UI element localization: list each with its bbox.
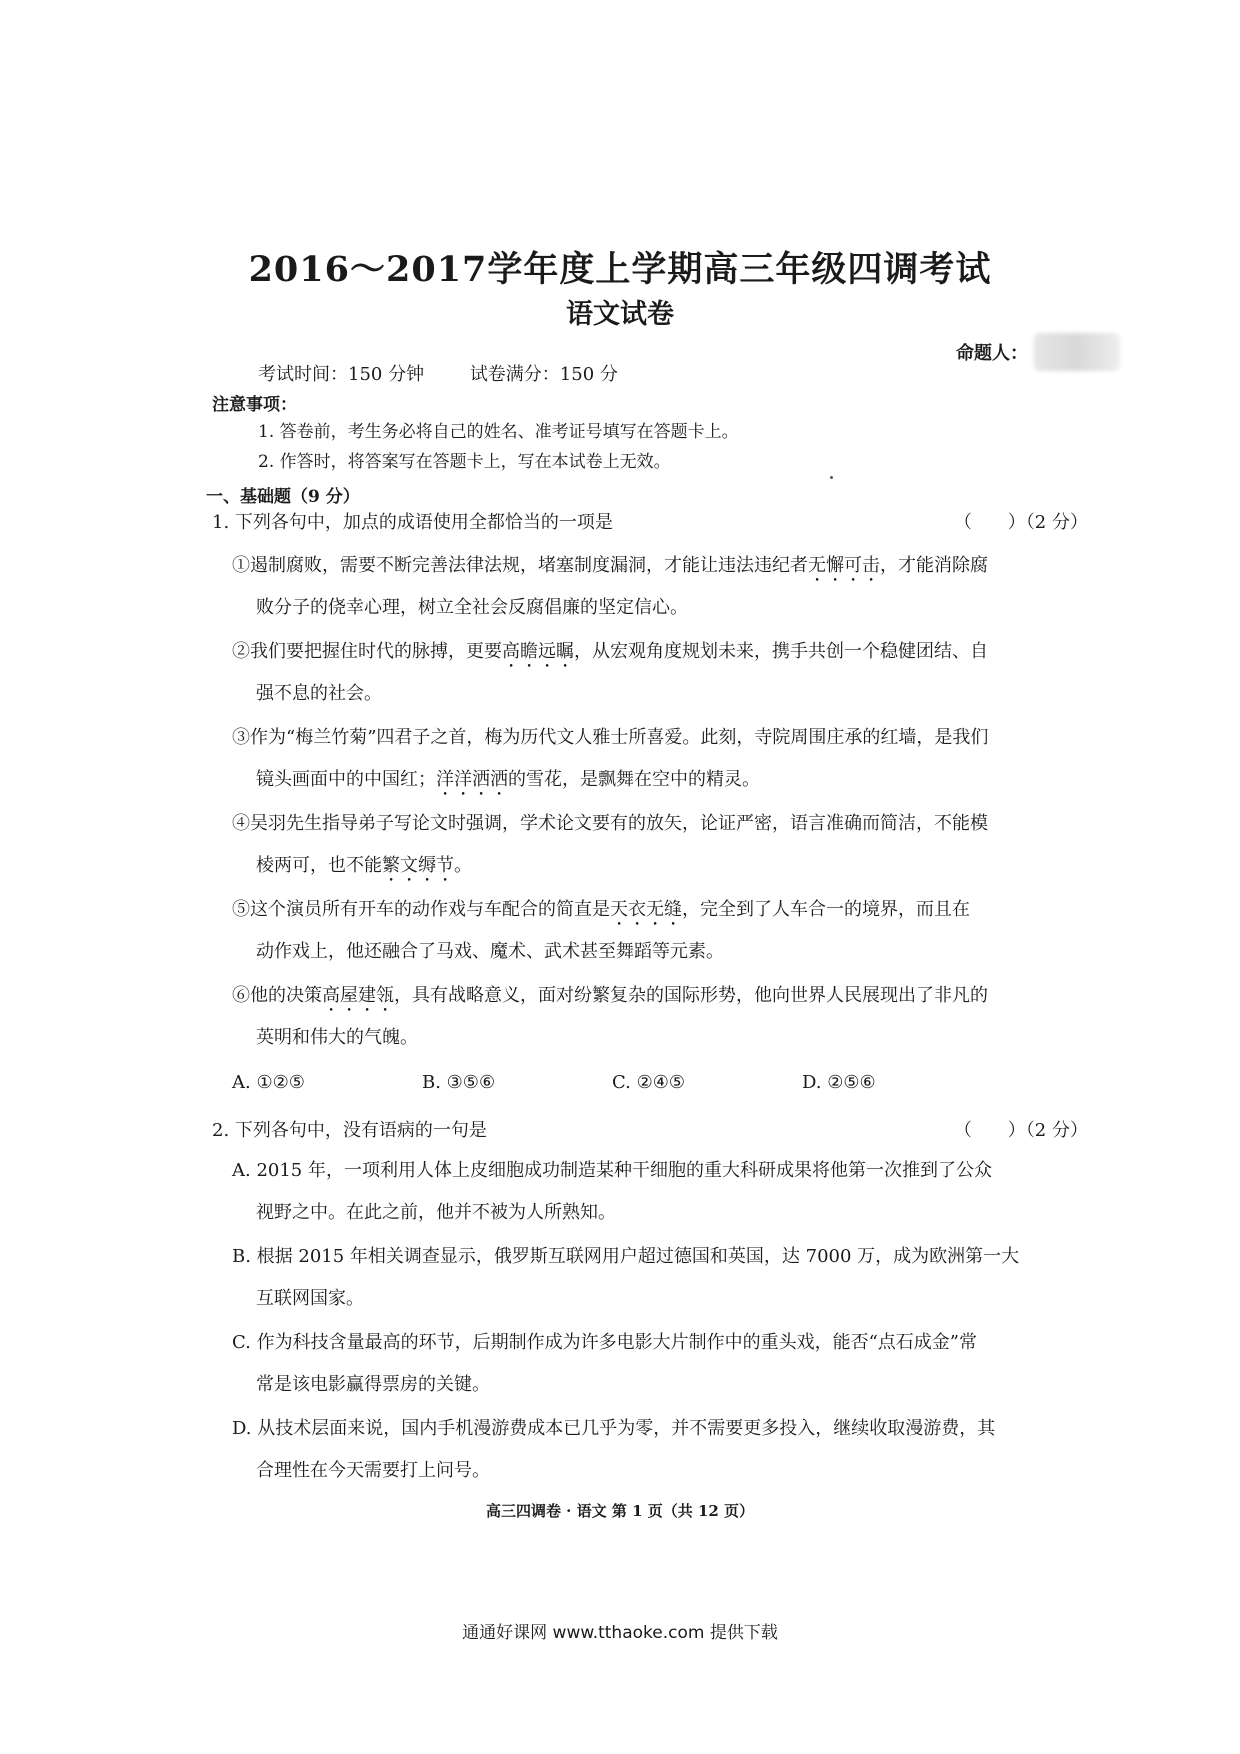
q2-c-line2: 常是该电影赢得票房的关键。 xyxy=(256,1374,490,1395)
q1-sentence-4 xyxy=(232,803,1088,887)
note-item-2: 2. 作答时，将答案写在答题卡上，写在本试卷上无效。 xyxy=(258,452,671,472)
exam-info xyxy=(258,360,618,386)
q1-s2-line1: ②我们要把握住时代的脉搏，更要高瞻远瞩，从宏观角度规划未来，携手共创一个稳健团结、自 xyxy=(232,641,988,662)
question-1-mark: （ ）（2 分） xyxy=(953,512,1088,533)
exam-subtitle: 语文试卷 xyxy=(566,299,674,330)
q1-s6-line2: 英明和伟大的气魄。 xyxy=(256,1027,418,1048)
author-label: 命题人： xyxy=(956,343,1028,364)
q2-d-line1: D. 从技术层面来说，国内手机漫游费成本已几乎为零，并不需要更多投入，继续收取漫游费，其 xyxy=(232,1418,996,1439)
question-2-stem xyxy=(212,1116,1088,1142)
q1-s2-idiom: 高瞻远瞩 xyxy=(502,641,574,662)
blurred-author-name xyxy=(1034,333,1120,371)
q1-s6-line1: ⑥他的决策高屋建瓴，具有战略意义，面对纷繁复杂的国际形势，他向世界人民展现出了非凡的 xyxy=(232,985,988,1006)
q1-s1-line2: 败分子的侥幸心理，树立全社会反腐倡廉的坚定信心。 xyxy=(256,597,688,618)
question-2-mark: （ ）（2 分） xyxy=(953,1120,1088,1141)
q2-c-line1: C. 作为科技含量最高的环节，后期制作成为许多电影大片制作中的重头戏，能否“点石成金”常 xyxy=(232,1332,977,1353)
q1-s1-line1: ①遏制腐败，需要不断完善法律法规，堵塞制度漏洞，才能让违法违纪者无懈可击，才能消除腐 xyxy=(232,555,988,576)
q1-option-d: D. ②⑤⑥ xyxy=(802,1072,876,1093)
exam-score: 试卷满分：150 分 xyxy=(469,364,618,385)
question-1-text: 1. 下列各句中，加点的成语使用全都恰当的一项是 xyxy=(212,512,613,533)
q2-b-line1: B. 根据 2015 年相关调查显示，俄罗斯互联网用户超过德国和英国，达 7000 万，成为欧洲第一大 xyxy=(232,1246,1020,1267)
q1-option-b: B. ③⑤⑥ xyxy=(422,1072,496,1093)
download-watermark: 通通好课网 www.tthaoke.com 提供下载 xyxy=(462,1623,778,1643)
q1-s4-idiom: 繁文缛节 xyxy=(382,855,454,876)
q1-option-a: A. ①②⑤ xyxy=(232,1072,305,1093)
page-footer: 高三四调卷 · 语文 第 1 页（共 12 页） xyxy=(485,1502,755,1520)
q1-s5-line1: ⑤这个演员所有开车的动作戏与车配合的简直是天衣无缝，完全到了人车合一的境界，而且在 xyxy=(232,899,970,920)
q1-s6-idiom: 高屋建瓴 xyxy=(322,985,394,1006)
q2-a-line2: 视野之中。在此之前，他并不被为人所熟知。 xyxy=(256,1202,616,1223)
exam-time: 考试时间：150 分钟 xyxy=(258,364,425,385)
q1-s2-line2: 强不息的社会。 xyxy=(256,683,382,704)
q2-b-line2: 互联网国家。 xyxy=(256,1288,364,1309)
q1-sentence-2 xyxy=(232,631,1088,715)
question-1-stem xyxy=(212,508,1088,534)
q1-sentence-3 xyxy=(232,717,1088,801)
section-heading: 一、基础题（9 分） xyxy=(206,487,360,507)
q1-sentence-6 xyxy=(232,975,1088,1059)
exam-title: 2016～2017学年度上学期高三年级四调考试 xyxy=(248,249,992,290)
q2-option-b xyxy=(232,1236,1088,1320)
q1-s4-line2: 棱两可，也不能繁文缛节。 xyxy=(256,855,472,876)
note-item-1: 1. 答卷前，考生务必将自己的姓名、准考证号填写在答题卡上。 xyxy=(258,422,739,442)
scan-speck xyxy=(830,476,833,479)
notes-heading: 注意事项： xyxy=(212,395,297,415)
q2-d-line2: 合理性在今天需要打上问号。 xyxy=(256,1460,490,1481)
q1-sentence-1 xyxy=(232,545,1088,629)
q1-s5-line2: 动作戏上，他还融合了马戏、魔术、武术甚至舞蹈等元素。 xyxy=(256,941,724,962)
q2-option-d xyxy=(232,1408,1088,1492)
q2-option-a xyxy=(232,1150,1088,1234)
q2-option-c xyxy=(232,1322,1088,1406)
q1-s3-idiom: 洋洋洒洒 xyxy=(436,769,508,790)
q1-s3-line2: 镜头画面中的中国红；洋洋洒洒的雪花，是飘舞在空中的精灵。 xyxy=(256,769,760,790)
q1-sentence-5 xyxy=(232,889,1088,973)
q1-s5-idiom: 天衣无缝 xyxy=(610,899,682,920)
q2-a-line1: A. 2015 年，一项利用人体上皮细胞成功制造某种干细胞的重大科研成果将他第一次推到了公众 xyxy=(232,1160,992,1181)
q1-option-c: C. ②④⑤ xyxy=(612,1072,685,1093)
q1-s1-idiom: 无懈可击 xyxy=(808,555,880,576)
q1-s3-line1: ③作为“梅兰竹菊”四君子之首，梅为历代文人雅士所喜爱。此刻，寺院周围庄承的红墙，是我们 xyxy=(232,727,989,748)
q1-s4-line1: ④吴羽先生指导弟子写论文时强调，学术论文要有的放矢，论证严密，语言准确而简洁，不能模 xyxy=(232,813,988,834)
author-line xyxy=(956,333,1120,371)
q1-options xyxy=(232,1072,992,1093)
question-2-text: 2. 下列各句中，没有语病的一句是 xyxy=(212,1120,487,1141)
